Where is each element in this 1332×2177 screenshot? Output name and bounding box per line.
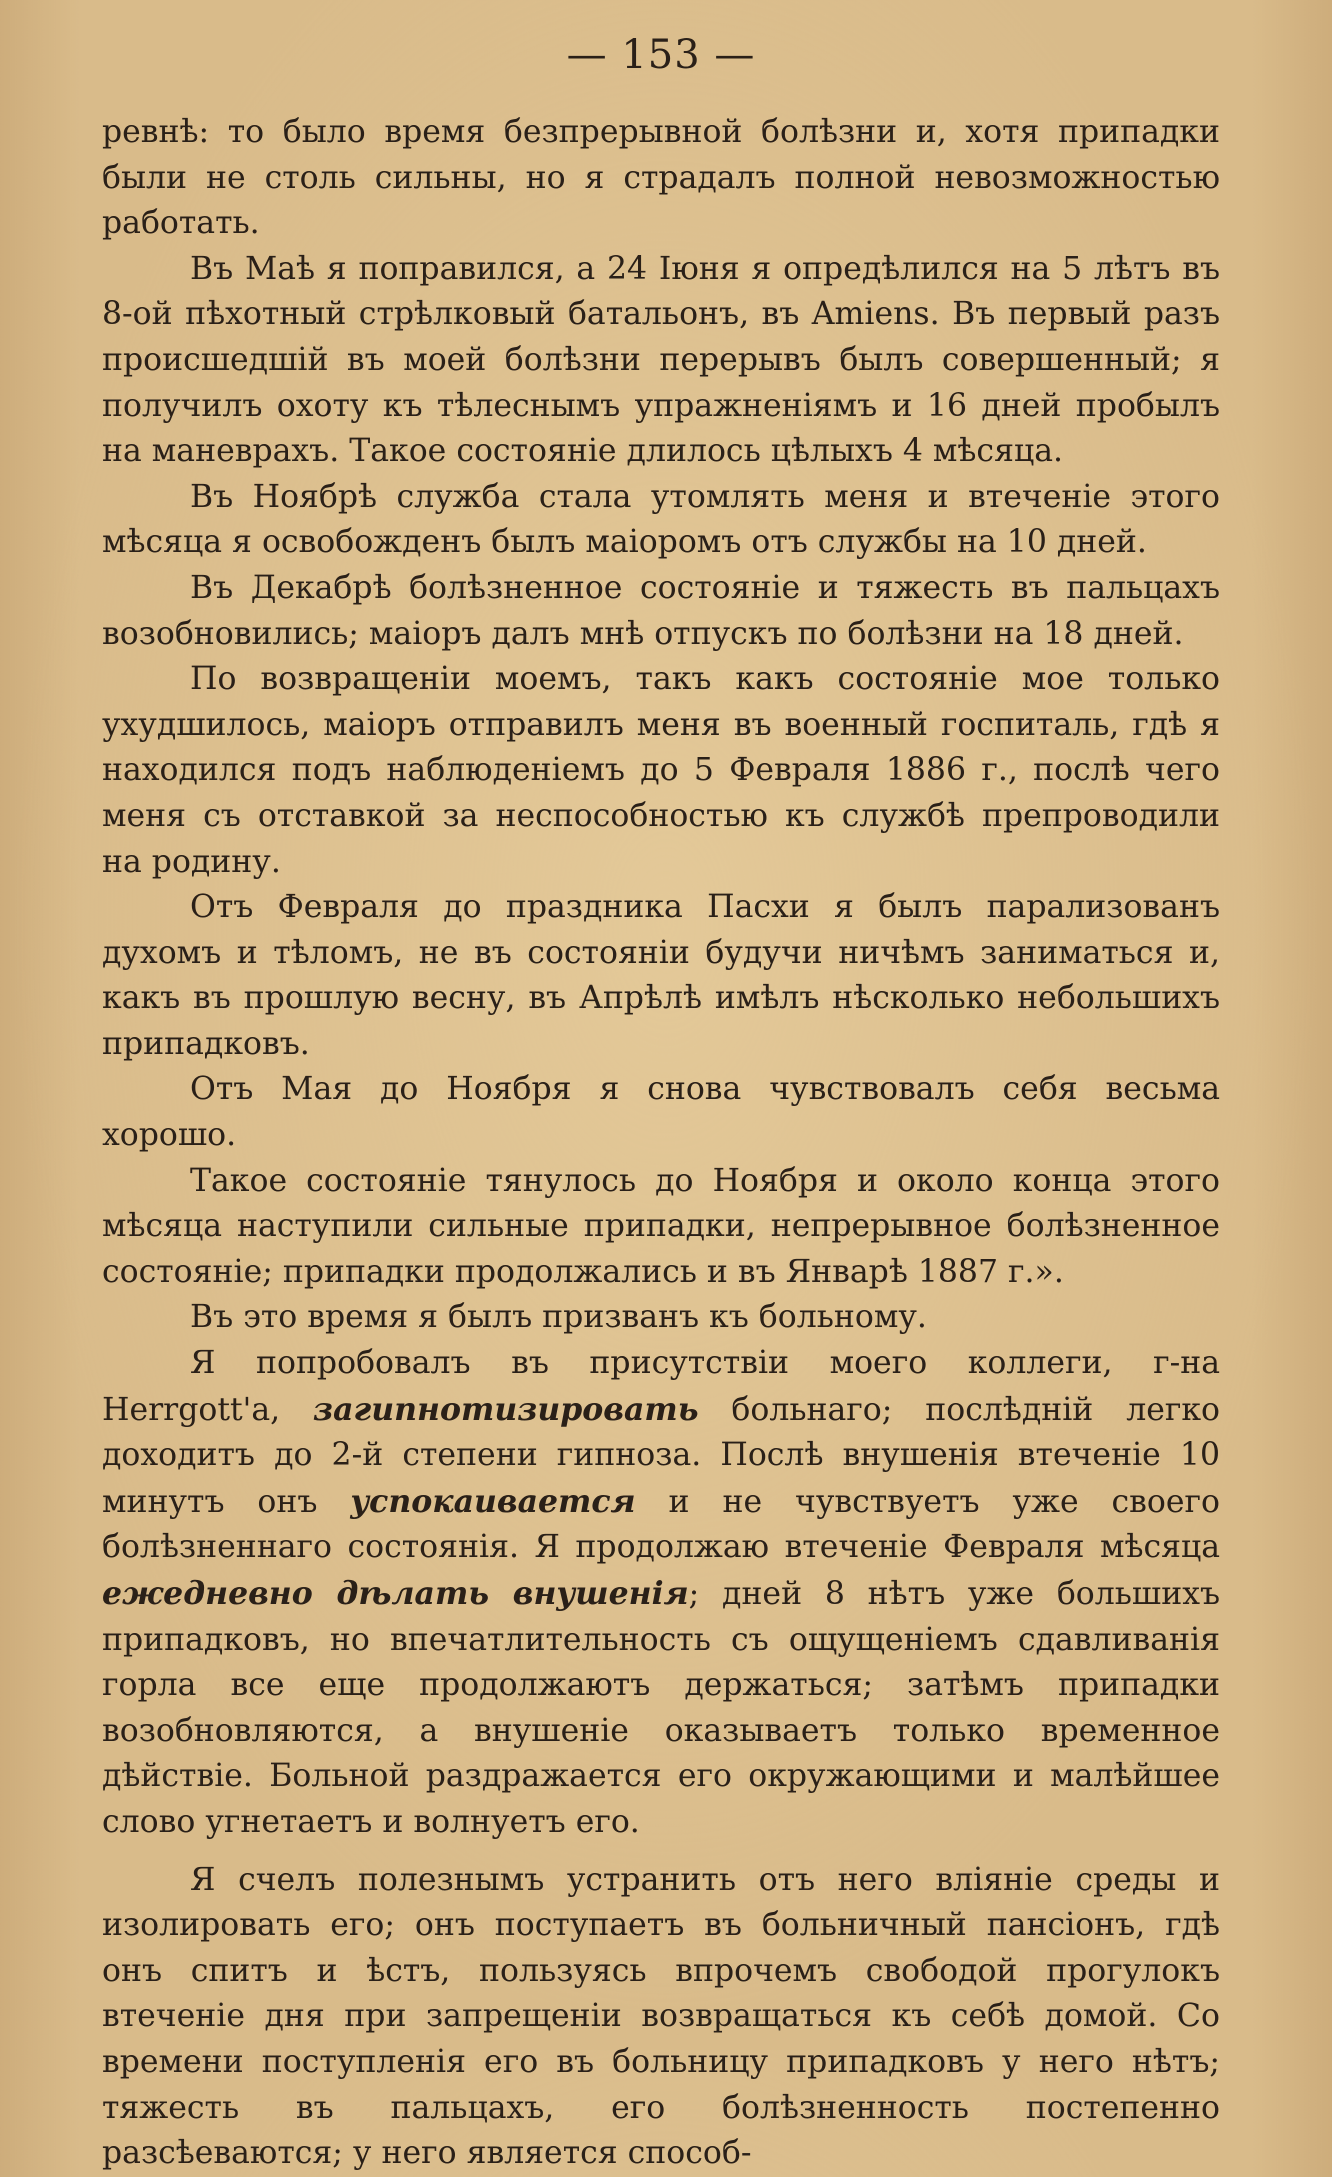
emphasized-text: ежедневно дѣлать внушенія [102, 1575, 689, 1612]
text-run: Въ это время я былъ призванъ къ больному. [190, 1299, 927, 1336]
paragraph [102, 657, 1220, 885]
text-run: Я счелъ полезнымъ устранить отъ него вліяніе среды и изолировать его; онъ поступаетъ въ больничный пансіонъ, гдѣ онъ спитъ и ѣстъ, пользуясь впрочемъ свободой прогулокъ втеченіе дня при запрещеніи возвращаться къ себѣ домой. Со времени поступленія его въ больницу припадковъ у него нѣтъ; тяжесть въ пальцахъ, его болѣзненность постепенно разсѣеваются; у него является способ- [102, 1861, 1220, 2172]
text-run: Отъ Февраля до праздника Пасхи я былъ парализованъ духомъ и тѣломъ, не въ состояніи будучи ничѣмъ заниматься и, какъ въ прошлую весну, въ Апрѣлѣ имѣлъ нѣсколько небольшихъ припадковъ. [102, 889, 1220, 1062]
text-run: Я попробовалъ въ присутствіи моего коллеги, г-на Herrgott'а, [102, 1345, 1220, 1428]
paragraph [102, 566, 1220, 657]
paragraph [102, 1858, 1220, 2177]
text-run: По возвращеніи моемъ, такъ какъ состояніе мое только ухудшилось, маіоръ отправилъ меня въ военный госпиталь, гдѣ я находился подъ наблюденіемъ до 5 Февраля 1886 г., послѣ чего меня съ отставкой за неспособностью къ службѣ препроводили на родину. [102, 661, 1220, 880]
text-run: Въ Маѣ я поправился, а 24 Іюня я опредѣлился на 5 лѣтъ въ 8-ой пѣхотный стрѣлковый батальонъ, въ Amiens. Въ первый разъ происшедшій въ моей болѣзни перерывъ былъ совершенный; я получилъ охоту къ тѣлеснымъ упражненіямъ и 16 дней пробылъ на маневрахъ. Такое состояніе длилось цѣлыхъ 4 мѣсяца. [102, 250, 1220, 470]
page-number: — 153 — [566, 32, 756, 78]
paragraph [102, 110, 1220, 247]
text-run: больнаго; послѣдній легко доходитъ до 2-й степени гипноза. Послѣ внушенія втеченіе 10 минутъ онъ [102, 1391, 1220, 1520]
text-run: Такое состояніе тянулось до Ноября и около конца этого мѣсяца наступили сильные припадки, непрерывное болѣзненное состояніе; припадки продолжались и въ Январѣ 1887 г.». [102, 1162, 1220, 1290]
text-run: Въ Ноябрѣ служба стала утомлять меня и втеченіе этого мѣсяца я освобожденъ былъ маіоромъ отъ службы на 10 дней. [102, 478, 1220, 561]
text-run: ; дней 8 нѣтъ уже большихъ припадковъ, но впечатлительность съ ощущеніемъ сдавливанія горла все еще продолжаютъ держаться; затѣмъ припадки возобновляются, а внушеніе оказываетъ только временное дѣйствіе. Больной раздражается его окружающими и малѣйшее слово угнетаетъ и волнуетъ его. [102, 1576, 1220, 1840]
text-run: Въ Декабрѣ болѣзненное состояніе и тяжесть въ пальцахъ возобновились; маіоръ далъ мнѣ отпускъ по болѣзни на 18 дней. [102, 569, 1220, 652]
text-run: Отъ Мая до Ноября я снова чувствовалъ себя весьма хорошо. [102, 1071, 1220, 1154]
paragraph [102, 1341, 1220, 1846]
paragraph [102, 1067, 1220, 1158]
emphasized-text: загипнотизировать [313, 1390, 699, 1428]
text-run: ревнѣ: то было время безпрерывной болѣзни и, хотя припадки были не столь сильны, но я страдалъ полной невозможностью работать. [102, 114, 1220, 242]
paragraph [102, 475, 1220, 566]
paragraph [102, 247, 1220, 475]
text-run: и не чувствуетъ уже своего болѣзненнаго состоянія. Я продолжаю втеченіе Февраля мѣсяца [102, 1483, 1220, 1566]
paragraph [102, 885, 1220, 1067]
paragraph [102, 1159, 1220, 1296]
paragraph [102, 1295, 1220, 1341]
body-text [102, 110, 1220, 2177]
emphasized-text: успокаивается [350, 1482, 636, 1520]
